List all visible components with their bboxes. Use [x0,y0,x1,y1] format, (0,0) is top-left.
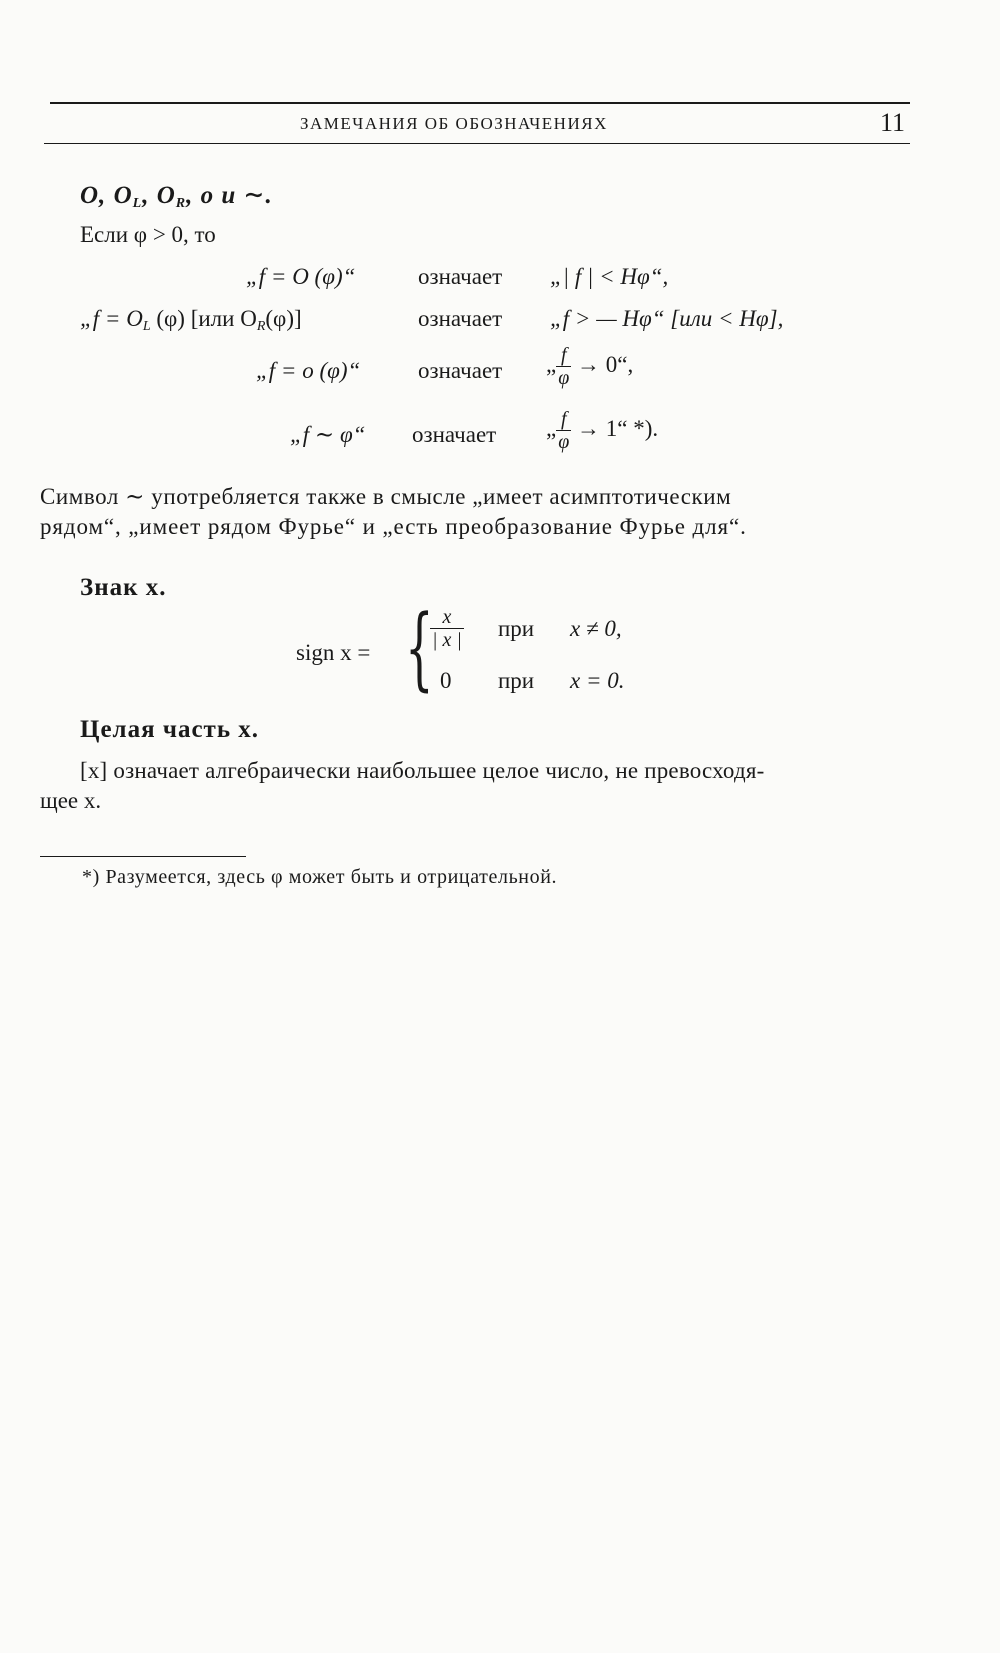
sign-lhs: sign x = [296,640,371,665]
row2-left-start: „f = O [80,306,143,331]
heading-o: O, [80,182,107,209]
tilde-paragraph-line2: рядом“, „имеет рядом Фурье“ и „есть преобразование Фурье для“. [40,514,747,539]
row4-quote: „ [546,415,557,441]
row2-left-mid: (φ) [или O [156,306,257,331]
row4-fraction [556,408,571,453]
integer-part-line2: щее x. [40,788,102,813]
row4-right [546,408,658,453]
running-title: ЗАМЕЧАНИЯ ОБ ОБОЗНАЧЕНИЯХ [300,114,608,133]
row3-quote: „ [546,351,557,377]
row2-right: „f > — Hφ“ [или < Hφ], [550,306,784,331]
heading-rest: o и ∼. [200,182,273,209]
row4-left: „f ∼ φ“ [290,422,366,447]
row3-verb: означает [418,358,503,383]
row3-frac-den: φ [558,367,570,389]
footnote: *) Разумеется, здесь φ может быть и отрицательной. [82,866,558,888]
row3-right-post: → 0“, [577,351,634,377]
integer-part-line1: [x] означает алгебраически наибольшее целое число, не превосходя- [80,758,765,783]
row1-verb: означает [418,264,503,289]
row2-left [80,306,302,335]
case2-value: 0 [440,668,452,693]
section-heading-integer-part: Целая часть x. [80,716,260,743]
heading-ol-sub: L [132,196,143,211]
section-heading-o: O, $O_L$, $O_R$, o и ∼. [80,182,273,211]
header-rule [44,143,910,144]
heading-or-sub: R [175,196,187,211]
row3-frac-num: f [556,344,571,367]
top-rule [50,102,910,104]
row3-right [546,344,633,389]
footnote-rule [40,856,246,857]
row4-frac-num: f [556,408,571,431]
case1-word: при [498,616,535,641]
heading-or: O [156,182,176,209]
row3-left: „f = o (φ)“ [256,358,361,383]
row2-left-sub2: R [256,319,266,334]
case1-frac [430,606,464,651]
case1-frac-num: x [430,606,464,629]
case2-word: при [498,668,535,693]
intro-line: Если φ > 0, то [80,222,216,247]
left-brace: { [405,596,434,701]
row1-right: „| f | < Hφ“, [550,264,669,289]
row2-left-sub: L [142,319,151,334]
case1-condition: x ≠ 0, [570,616,622,641]
row3-fraction [556,344,571,389]
heading-ol: O [113,182,133,209]
tilde-paragraph-line1: Символ ∼ употребляется также в смысле „имеет асимптотическим [40,484,732,509]
section-heading-sign: Знак x. [80,574,167,601]
case2-condition: x = 0. [570,668,625,693]
case1-fraction [430,606,464,651]
row2-verb: означает [418,306,503,331]
row4-right-post: → 1“ *). [577,415,659,441]
page-number: 11 [880,108,906,137]
case1-frac-den: | x | [432,629,462,651]
row4-frac-den: φ [558,431,570,453]
row1-left: „f = O (φ)“ [246,264,356,289]
row2-left-end: (φ)] [265,306,302,331]
row4-verb: означает [412,422,497,447]
